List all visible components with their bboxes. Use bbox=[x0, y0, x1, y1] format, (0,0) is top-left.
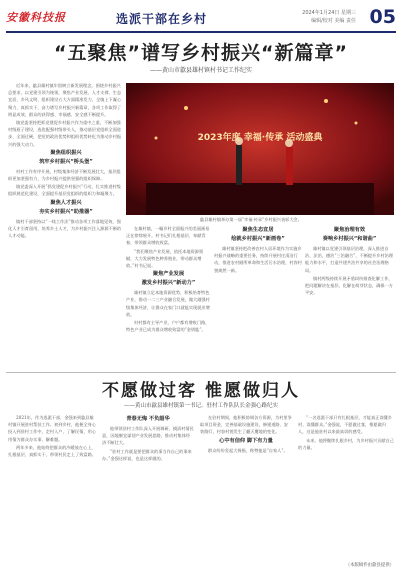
paragraph: 镇村干部坚持以“一线工作法”推动各项工作落地见效，强化人才引育留用，培养乡土人才，为乡村振兴注入源源不断的人才动能。 bbox=[8, 218, 122, 239]
page-number: 05 bbox=[369, 6, 396, 28]
section-title: 选派干部在乡村 bbox=[116, 12, 208, 26]
masthead-rule bbox=[6, 31, 396, 33]
section-heading: 聚焦产业发展 bbox=[152, 271, 185, 278]
section-heading: 夯实乡村振兴“助推器” bbox=[39, 208, 93, 215]
paragraph: 镇党委坚持把抓党建促乡村振兴作为重中之重，不断加强村级班子建设，选优配强村级带头人，推动基层党组织全面进步、全面过硬，把党的政治优势和组织优势转化为推动乡村振兴的强大动力。 bbox=[8, 120, 122, 147]
source-note: （本版稿件由歙县提供） bbox=[345, 563, 394, 568]
date-line: 2024年1月24日 星期三 bbox=[302, 10, 356, 16]
paragraph: 镇村两级持续开展矛盾纠纷排查化解工作，把问题解决在基层、化解在萌芽状态，确保一方平安。 bbox=[305, 275, 393, 296]
paragraph: 雄村镇以党建引领基层治理，深入推进自治、法治、德治“三治融合”，不断提升乡村治理能力和水平，打造共建共治共享的社会治理格局。 bbox=[305, 246, 394, 273]
paragraph: 村村工作有序开展，村级集体经济不断发展壮大，基层组织更加坚强有力，为乡村振兴提供坚强的组织保障。 bbox=[8, 168, 121, 182]
paragraph: 村村都有主导产业，户户都有增收门路，特色产业已成为群众增收致富的“金钥匙”。 bbox=[126, 320, 210, 333]
paragraph: 雄村镇坚持把改善农村人居环境作为实施乡村振兴战略的重要任务，持续开展村庄清洁行动，推进农村厕所革命和生活污水治理，村容村貌焕然一新。 bbox=[214, 246, 302, 273]
paragraph: 近年来，歙县雄村镇牢固树立新发展理念，围绕乡村振兴总要求，以党建引领为统领，聚焦产业发展、人才支撑、生态宜居、乡风文明、组织建设五大方面精准发力，全镇上下凝心聚力、真抓实干，奋力谱写乡村振兴新篇章，各项工作取得了明显成效，群众的获得感、幸福感、安全感不断提升。 bbox=[8, 83, 122, 117]
article2-headline: 不愿做过客 惟愿做归人 bbox=[102, 381, 300, 401]
section-heading: 聚焦生态宜居 bbox=[242, 227, 274, 233]
section-heading: 筑牢乡村振兴“桥头堡” bbox=[39, 158, 93, 165]
event-photo bbox=[126, 83, 394, 215]
paragraph: 在雄村镇，一幅乡村全面振兴的美丽画卷正在徐徐展开。村书记们扎根基层、奉献青春，带领群众增收致富。 bbox=[126, 226, 210, 246]
paragraph: 未来，他将继续扎根乡村，为乡村振兴贡献自己的力量。 bbox=[298, 437, 394, 450]
article1-headline: “五聚焦”谱写乡村振兴“新篇章” bbox=[54, 42, 348, 64]
section-heading: 奏响乡村振兴“和谐曲” bbox=[322, 236, 377, 242]
newspaper-logo: 安徽科技报 bbox=[6, 11, 66, 24]
article1-column-d bbox=[305, 225, 394, 370]
paragraph: 2021年，作为选派干部，金强来到歙县雄村镇开展驻村帮扶工作。初到乡村，他便全身心投入到驻村工作中，走村入户，了解民情，用心用情为群众办实事、解难题。 bbox=[8, 415, 96, 442]
article2-column-4 bbox=[298, 414, 394, 560]
editor-line: 编辑/校对 美编 责任 bbox=[311, 18, 356, 24]
article2-column-3 bbox=[200, 414, 292, 560]
paragraph: 在驻村期间，他积极协调各方资源，为村里争取项目资金，完善基础设施建设，修建道路、安装路灯，村容村貌发生了翻天覆地的变化。 bbox=[200, 415, 292, 435]
section-heading: 聚焦人才振兴 bbox=[50, 199, 82, 206]
masthead bbox=[6, 8, 396, 30]
section-heading: 聚焦治理有效 bbox=[333, 227, 366, 233]
article1-subhead: ——黄山市歙县雄村镇村书记工作纪实 bbox=[149, 67, 252, 74]
photo-banner-text: 2023年度 幸福·传承 活动盛典 bbox=[197, 133, 323, 143]
paragraph: 镇党委深入开展“抓党建促乡村振兴”行动，扎实推进村级组织规范化建设，全面提升基层党组织的组织力和凝聚力。 bbox=[8, 184, 121, 197]
section-heading: 心中有信仰 脚下有力量 bbox=[219, 437, 273, 444]
section-heading: 青春无悔 不负韶华 bbox=[126, 416, 170, 422]
paragraph: 群众纷纷竖起大拇指，称赞他是“自家人”。 bbox=[208, 447, 288, 453]
section-heading: 聚焦组织振兴 bbox=[50, 149, 82, 156]
paragraph: “驻村工作就是要把群众的事当作自己的事来办。”金强这样说，也是这样做的。 bbox=[102, 448, 192, 461]
article1-column-b bbox=[126, 225, 211, 370]
section-heading: 绘就乡村振兴“新画卷” bbox=[231, 236, 285, 242]
article1-column-a bbox=[8, 82, 124, 372]
photo-caption: 歙县雄村镇举办第一届“幸福·传承”乡村振兴表彰大会。 bbox=[200, 217, 302, 222]
article2-subhead: ——黄山市歙县雄村镇第一书记、驻村工作队队长金强心路纪实 bbox=[123, 403, 278, 409]
article1-column-c bbox=[214, 225, 302, 370]
stage-photo-graphic bbox=[126, 83, 394, 215]
paragraph: 他带领驻村工作队深入开展调研，摸清村情民意，因地制宜谋划产业发展思路，推动村集体经济不断壮大。 bbox=[102, 426, 194, 446]
article2-column-2 bbox=[102, 414, 194, 560]
paragraph: 雄村镇立足本地资源优势，积极培育特色产业，推动一二三产业融合发展，做大做强村级集体经济，让群众在家门口就能实现就业增收。 bbox=[126, 290, 210, 317]
article2-column-1 bbox=[8, 414, 96, 560]
section-heading: 激发乡村振兴“新动力” bbox=[141, 280, 196, 287]
paragraph: “一名选派干部只有扎根基层，才能真正读懂乡村、读懂群众。”金强说，不愿做过客，惟愿做归人，这是他驻村以来最真切的感受。 bbox=[298, 415, 392, 435]
paragraph: “我们聚焦产业发展，依托本地资源禀赋，大力发展特色种养殖业，带动群众增收。”村书记说。 bbox=[126, 248, 204, 269]
paragraph: 两年多来，他始终把群众的冷暖放在心上，扎根基层、真抓实干，带领村民走上了致富路。 bbox=[8, 444, 96, 458]
article-divider bbox=[6, 372, 396, 373]
